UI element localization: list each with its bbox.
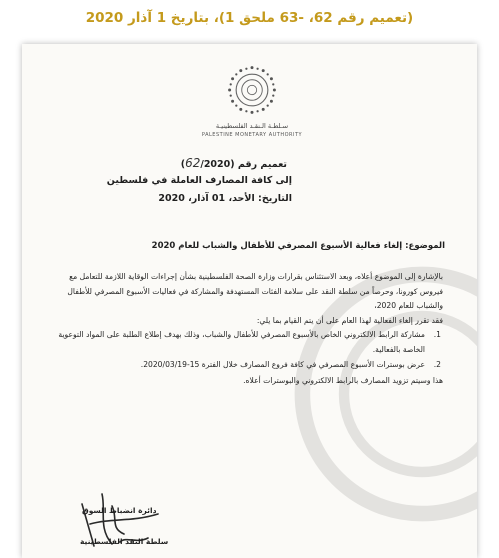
action-item-number: 2. — [433, 359, 441, 369]
action-item-number: 1. — [433, 330, 441, 340]
signature-department: دائرة انضباط السوق — [82, 506, 157, 515]
date-line: التاريخ: الأحد، 01 آذار، 2020 — [158, 193, 292, 204]
signature-authority: سلطة النقد الفلسطينية — [80, 537, 169, 546]
circular-number-year: /2020) — [180, 159, 231, 170]
authority-name-english: PALESTINE MONETARY AUTHORITY — [201, 132, 303, 138]
action-list — [48, 328, 443, 372]
action-item-text: عرض بوسترات الأسبوع المصرفي في كافة فروع المصارف خلال الفترة 15-2020/03/19. — [140, 359, 425, 369]
subject-line: الموضوع: إلغاء فعالية الأسبوع المصرفي للأطفال والشباب للعام 2020 — [151, 241, 445, 251]
action-item — [48, 328, 441, 357]
body-intro: بالإشارة إلى الموضوع أعلاه، وبعد الاستئناس بقرارات وزارة الصحة الفلسطينية بشأن إجراءات الوقاية اللازمة للتعامل مع فيروس كورونا، وحرصاً من سلطة النقد على سلامة الفئات المستهدفة والمشاركة في فعاليات الأسبوع المصرفي للأطفال والشباب للعام 2020، — [67, 272, 443, 311]
letter-body — [48, 270, 443, 389]
circular-number-label: تعميم رقم — [237, 159, 287, 170]
circular-number-open: ( — [230, 159, 235, 170]
circular-letter — [22, 44, 477, 558]
body-closing: هذا وسيتم تزويد المصارف بالرابط الالكتروني والبوسترات أعلاه. — [243, 376, 443, 386]
action-item-text: مشاركة الرابط الالكتروني الخاص بالأسبوع المصرفي للأطفال والشباب، وذلك بهدف إطلاع الطلبة على المواد التوعوية الخاصة بالفعالية. — [58, 330, 425, 354]
authority-name-arabic: سـلطـة الـنقـد الفلسطينيـة — [215, 122, 289, 130]
action-item — [48, 358, 441, 373]
pma-logo-emblem — [224, 62, 280, 118]
handwritten-signature — [62, 484, 172, 558]
circular-number-handwritten: 62 — [185, 156, 201, 170]
addressee-line: إلى كافة المصارف العاملة في فلسطين — [106, 175, 292, 186]
body-decision: فقد تقرر إلغاء الفعالية لهذا العام على أن يتم القيام بما يلي: — [256, 315, 443, 325]
document-caption: (تعميم رقم 62، -63 ملحق 1)، بتاريخ 1 آذار 2020 — [85, 10, 414, 26]
circular-number — [181, 156, 287, 170]
